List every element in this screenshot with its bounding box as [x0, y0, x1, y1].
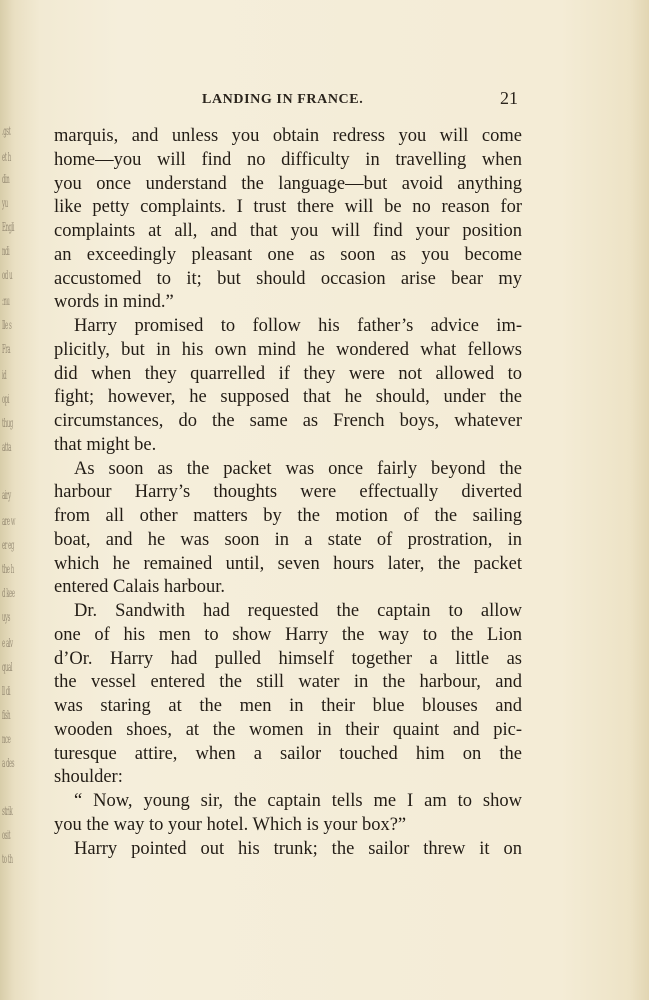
text-line: home—you will find no difficulty in travelling when [54, 149, 522, 170]
text-line: did when they quarrelled if they were not allowed to [54, 363, 522, 384]
text-line: d’Or. Harry had pulled himself together a little as [54, 648, 522, 669]
page-number: 21 [500, 88, 518, 108]
text-line: wooden shoes, at the women in their quaint and pic- [54, 719, 522, 740]
text-line: complaints at all, and that you will find your position [54, 221, 522, 241]
text-line: plicitly, but in his own mind he wondered what fellows [54, 339, 522, 360]
text-line: an exceedingly pleasant one as soon as you become [54, 244, 522, 265]
text-line: shoulder: [54, 767, 123, 788]
text-line: accustomed to it; but should occasion arise bear my [54, 268, 522, 289]
page-header [54, 88, 520, 112]
text-line: which he remained until, seven hours later, the packet [54, 553, 522, 574]
text-line: As soon as the packet was once fairly beyond the [74, 458, 522, 479]
facing-page-bleed-through: .gst et h din yu Engli ndi od u :nu Ile s Fra id opi thug atta airy are w er eg the h d kee uys e alv qual ll di fish nce a des strik osit to th [2, 124, 16, 866]
text-line: Harry promised to follow his father’s advice im- [74, 316, 522, 336]
text-line: was staring at the men in their blue blouses and [54, 696, 522, 716]
text-line: one of his men to show Harry the way to the Lion [54, 624, 522, 645]
text-line: harbour Harry’s thoughts were effectually diverted [54, 482, 522, 503]
running-title: LANDING IN FRANCE. [202, 92, 364, 107]
text-line: words in mind.” [54, 292, 174, 313]
text-line: fight; however, he supposed that he should, under the [54, 387, 522, 408]
text-line: from all other matters by the motion of the sailing [54, 506, 522, 526]
text-line: turesque attire, when a sailor touched him on the [54, 743, 522, 764]
text-line: you once understand the language—but avoid anything [54, 173, 522, 194]
text-line: you the way to your hotel. Which is your box?” [54, 814, 407, 835]
text-line: entered Calais harbour. [54, 577, 226, 598]
text-line: “ Now, young sir, the captain tells me I am to show [74, 791, 522, 811]
text-line: Harry pointed out his trunk; the sailor threw it on [74, 838, 522, 859]
text-line: boat, and he was soon in a state of prostration, in [54, 529, 522, 550]
text-line: Dr. Sandwith had requested the captain to allow [74, 601, 522, 621]
body-text [54, 125, 522, 861]
text-line: like petty complaints. I trust there will be no reason for [54, 197, 522, 218]
text-line: circumstances, do the same as French boys, whatever [54, 411, 522, 431]
text-line: marquis, and unless you obtain redress you will come [54, 126, 522, 146]
text-line: the vessel entered the still water in the harbour, and [54, 672, 522, 693]
text-line: that might be. [54, 434, 157, 455]
